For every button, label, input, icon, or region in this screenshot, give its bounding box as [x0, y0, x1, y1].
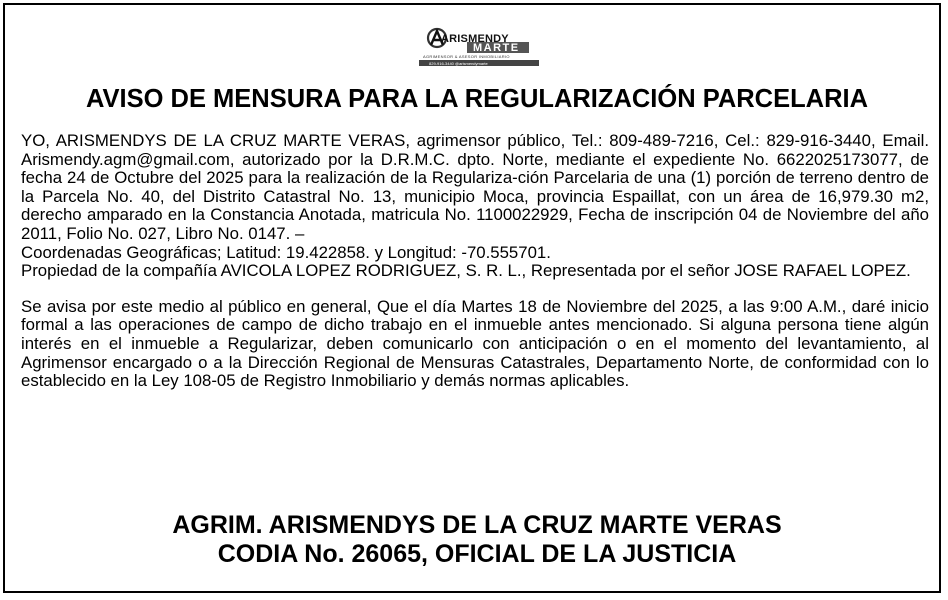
- paragraph-public-notice: Se avisa por este medio al público en general, Que el día Martes 18 de Noviembre del 2025, a las 9:00 A.M., daré inicio formal a las operaciones de campo de dicho trabajo en el inmueble antes mencionado. Si alguna persona tiene algún interés en el inmueble a Regularizar, deben comunicarlo con anticipación o en el momento del levantamiento, al Agrimensor encargado o a la Dirección Regional de Mensuras Catastrales, Departamento Norte, de conformidad con lo establecido en la Ley 108-05 de Registro Inmobiliario y demás normas aplicables.: [21, 296, 929, 391]
- logo-tagline: AGRIMENSOR & ASESOR INMOBILIARIO: [423, 54, 510, 59]
- notice-body: [21, 132, 929, 391]
- logo-name: ARISMENDY: [441, 33, 509, 45]
- logo-subname: MARTE: [473, 42, 520, 54]
- paragraph-spacer: [21, 281, 929, 298]
- signature-credentials: CODIA No. 26065, OFICIAL DE LA JUSTICIA: [217, 540, 737, 568]
- paragraph-coordinates: Coordenadas Geográficas; Latitud: 19.422858. y Longitud: -70.555701.: [21, 242, 551, 262]
- signature-block: [5, 511, 948, 569]
- company-logo: [415, 25, 543, 67]
- logo-contact: 829-916-3440 @arismendymarte: [429, 61, 488, 66]
- notice-frame: [3, 3, 941, 593]
- paragraph-surveyor-details: YO, ARISMENDYS DE LA CRUZ MARTE VERAS, agrimensor público, Tel.: 809-489-7216, Cel.: 829-916-3440, Email. Arismendy.agm@gmail.com, autorizado por la D.R.M.C. dpto. Norte, mediante el expediente No. 6622025173077, de fecha 24 de Octubre del 2025 para la realización de la Regulariza-ción Parcelaria de una (1) porción de terreno dentro de la Parcela No. 40, del Distrito Catastral No. 13, municipio Moca, provincia Espaillat, con un área de 16,979.30 m2, derecho amparado en la Constancia Anotada, matricula No. 1100022929, Fecha de inscripción 04 de Noviembre del año 2011, Folio No. 027, Libro No. 0147. –: [21, 131, 929, 243]
- paragraph-ownership: Propiedad de la compañía AVICOLA LOPEZ RODRIGUEZ, S. R. L., Representada por el señor JOSE RAFAEL LOPEZ.: [21, 261, 911, 281]
- signature-name: AGRIM. ARISMENDYS DE LA CRUZ MARTE VERAS: [172, 511, 782, 539]
- notice-title: AVISO DE MENSURA PARA LA REGULARIZACIÓN PARCELARIA: [85, 85, 868, 113]
